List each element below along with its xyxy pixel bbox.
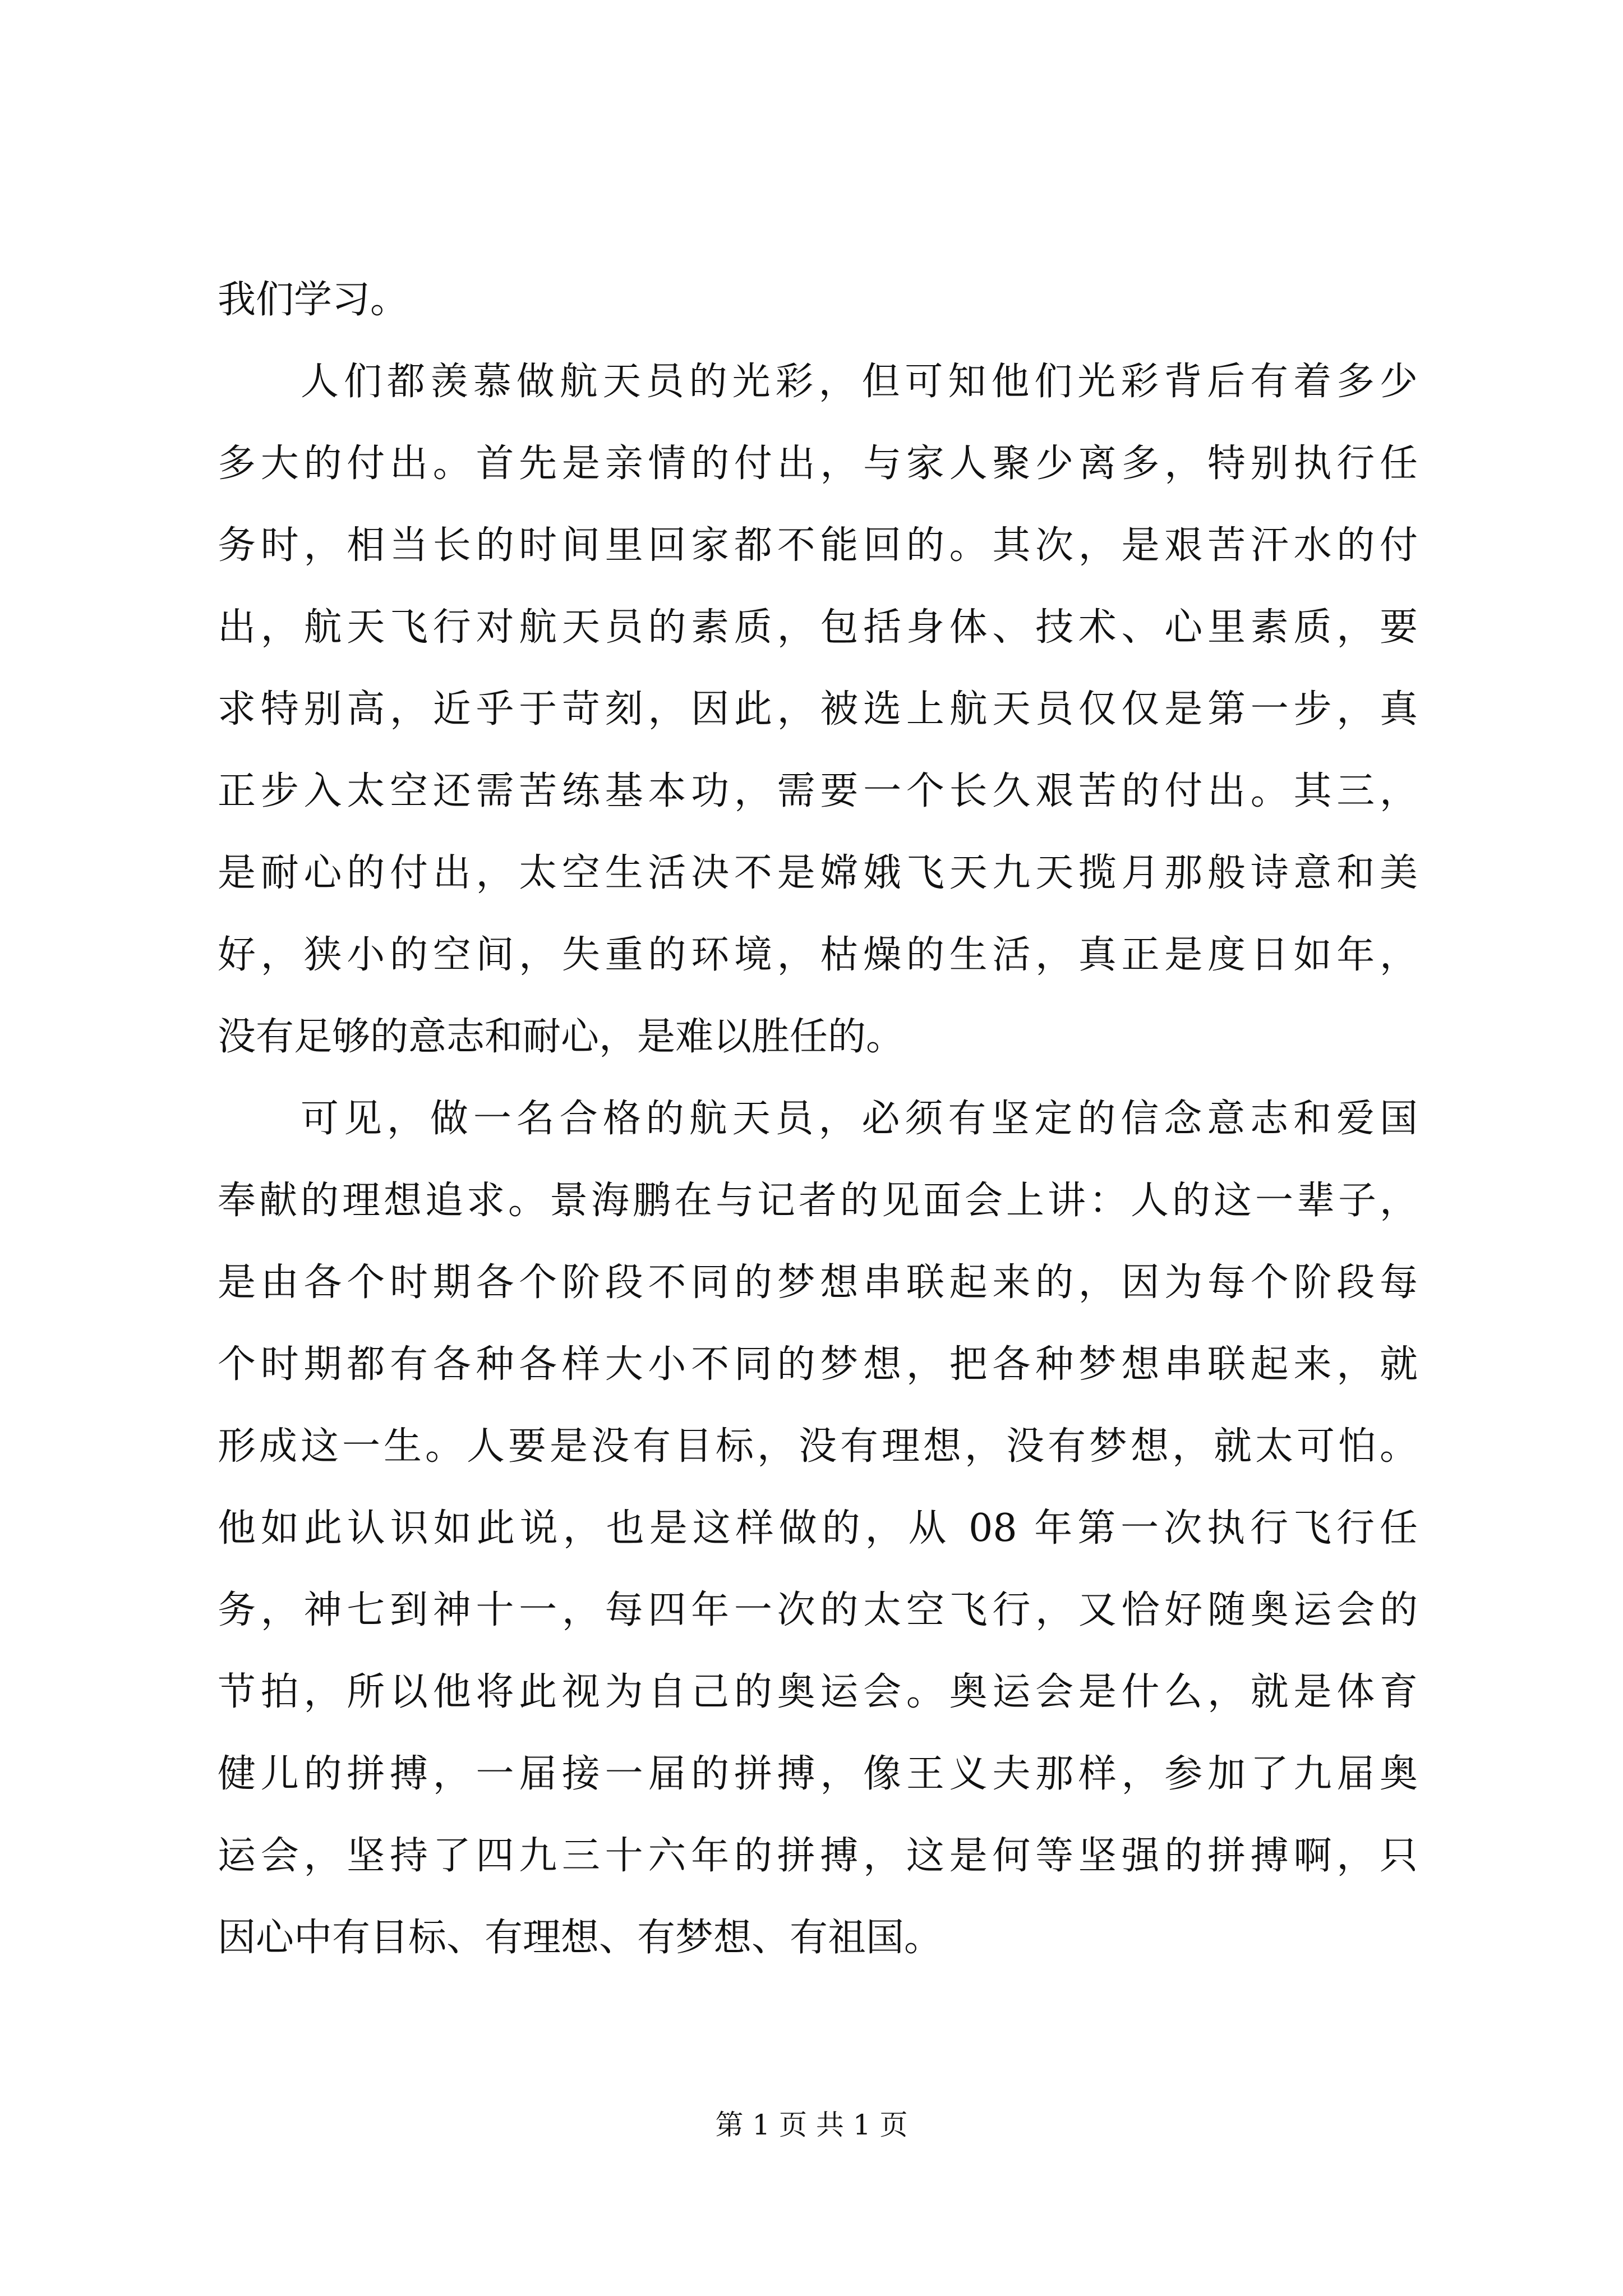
text-line: 节拍，所以他将此视为自己的奥运会。奥运会是什么，就是体育	[218, 1670, 1418, 1714]
text-line: 是由各个时期各个阶段不同的梦想串联起来的，因为每个阶段每	[218, 1260, 1418, 1305]
text-line: 个时期都有各种各样大小不同的梦想，把各种梦想串联起来，就	[218, 1342, 1418, 1387]
text-line: 正步入太空还需苦练基本功，需要一个长久艰苦的付出。其三，	[218, 769, 1418, 813]
text-line: 奉献的理想追求。景海鹏在与记者的见面会上讲：人的这一辈子，	[218, 1179, 1418, 1223]
text-line: 务，神七到神十一，每四年一次的太空飞行，又恰好随奥运会的	[218, 1588, 1418, 1632]
page-number: 第 1 页 共 1 页	[715, 2109, 908, 2141]
text-line: 运会，坚持了四九三十六年的拼搏，这是何等坚强的拼搏啊，只	[218, 1834, 1418, 1878]
text-line: 好，狭小的空间，失重的环境，枯燥的生活，真正是度日如年，	[218, 933, 1418, 977]
document-body	[218, 259, 1418, 1979]
text-line: 是耐心的付出，太空生活决不是嫦娥飞天九天揽月那般诗意和美	[218, 851, 1418, 895]
text-line: 出，航天飞行对航天员的素质，包括身体、技术、心里素质，要	[218, 605, 1418, 650]
text-line: 求特别高，近乎于苛刻，因此，被选上航天员仅仅是第一步，真	[218, 687, 1418, 731]
text-line: 务时，相当长的时间里回家都不能回的。其次，是艰苦汗水的付	[218, 523, 1418, 568]
text-line: 形成这一生。人要是没有目标，没有理想，没有梦想，就太可怕。	[218, 1424, 1418, 1469]
text-line: 我们学习。	[218, 278, 409, 322]
paragraph-start-line: 人们都羡慕做航天员的光彩，但可知他们光彩背后有着多少	[301, 360, 1418, 404]
text-line: 多大的付出。首先是亲情的付出，与家人聚少离多，特别执行任	[218, 441, 1418, 486]
paragraph-start-line: 可见，做一名合格的航天员，必须有坚定的信念意志和爱国	[301, 1097, 1418, 1141]
text-line: 健儿的拼搏，一届接一届的拼搏，像王义夫那样，参加了九届奥	[218, 1752, 1418, 1796]
text-line: 他如此认识如此说，也是这样做的，从 08 年第一次执行飞行任	[218, 1506, 1418, 1550]
text-line: 因心中有目标、有理想、有梦想、有祖国。	[218, 1916, 943, 1960]
text-line: 没有足够的意志和耐心，是难以胜任的。	[218, 1015, 905, 1059]
